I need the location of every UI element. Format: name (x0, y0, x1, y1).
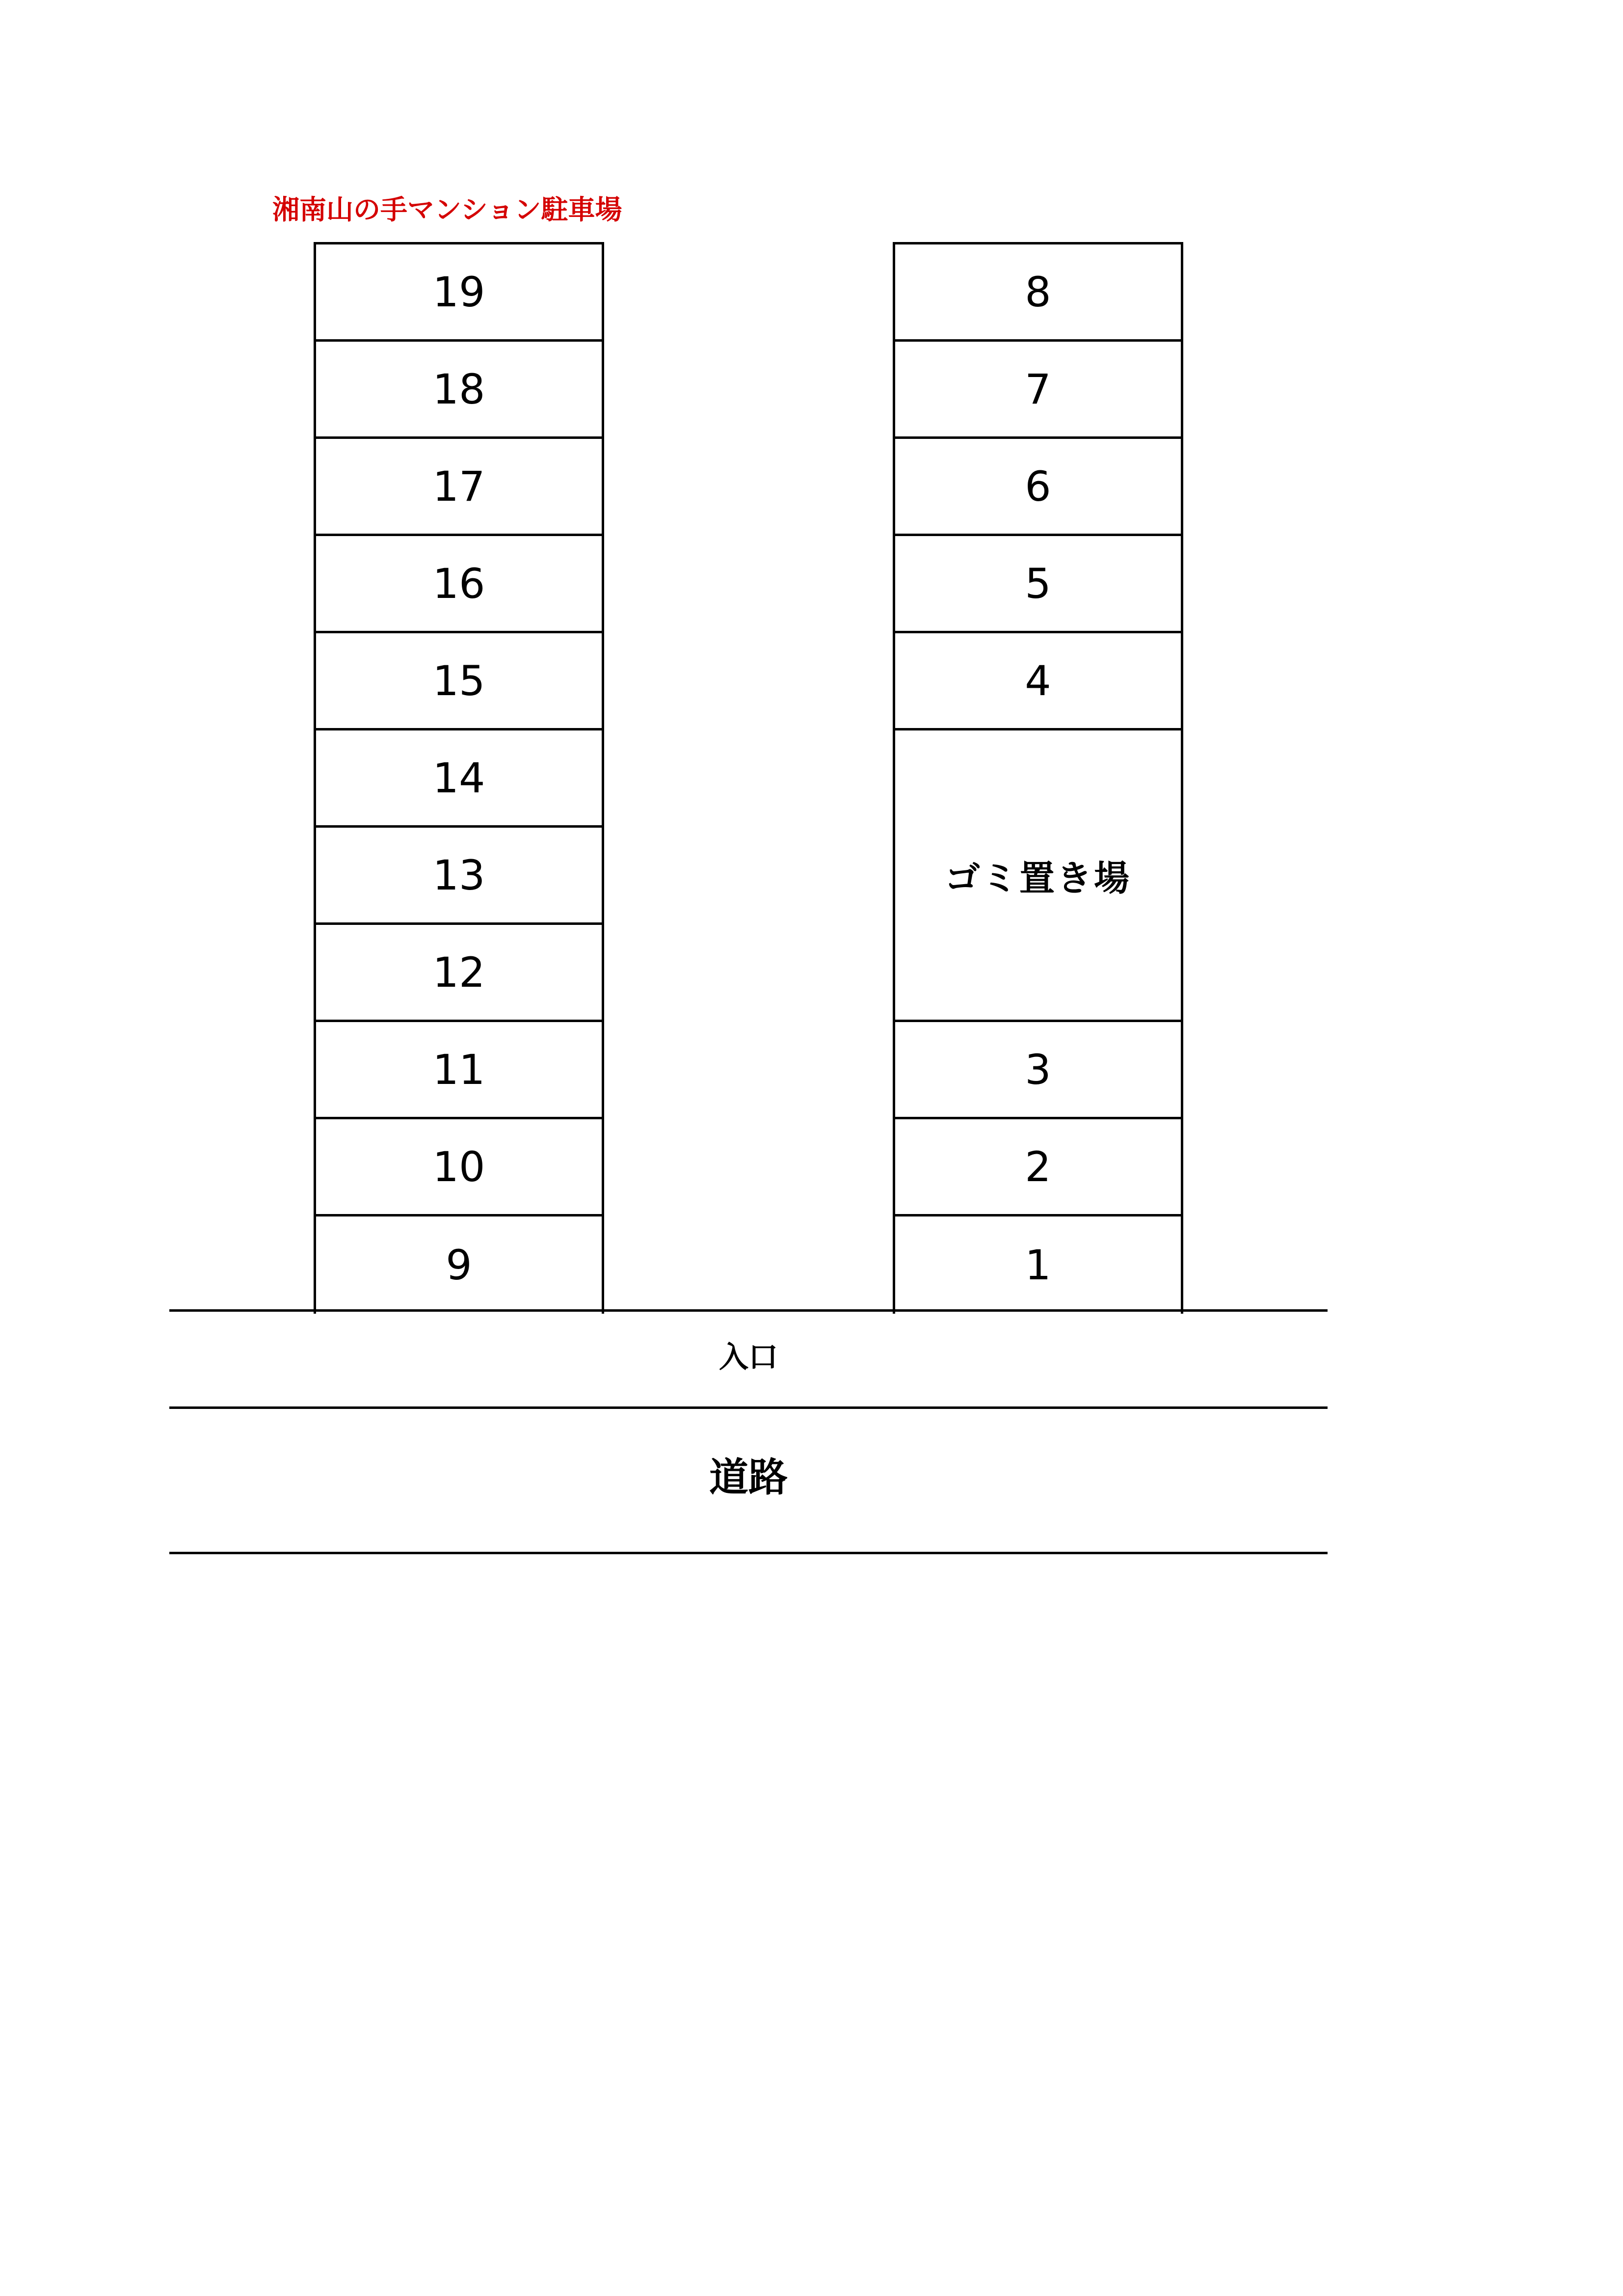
parking-slot-18: 18 (316, 342, 602, 439)
parking-slot-8: 8 (895, 244, 1181, 342)
road-bottom-line (169, 1552, 1328, 1554)
parking-column-left (314, 242, 604, 1314)
parking-slot-5: 5 (895, 536, 1181, 633)
parking-slot-12: 12 (316, 925, 602, 1022)
garbage-area: ゴミ置き場 (895, 730, 1181, 1022)
road-label: 道路 (709, 1455, 788, 1500)
parking-column-right (893, 242, 1183, 1314)
parking-slot-17: 17 (316, 439, 602, 536)
parking-slot-16: 16 (316, 536, 602, 633)
parking-slot-11: 11 (316, 1022, 602, 1119)
parking-slot-15: 15 (316, 633, 602, 730)
parking-slot-13: 13 (316, 828, 602, 925)
parking-slot-10: 10 (316, 1119, 602, 1216)
parking-slot-2: 2 (895, 1119, 1181, 1216)
road-top-line (169, 1406, 1328, 1409)
parking-slot-9: 9 (446, 1241, 472, 1289)
parking-slot-6: 6 (895, 439, 1181, 536)
parking-slot-4: 4 (895, 633, 1181, 730)
parking-slot-14: 14 (316, 730, 602, 828)
page-title: 湘南山の手マンション駐車場 (272, 194, 622, 225)
parking-slot-7: 7 (895, 342, 1181, 439)
parking-slot-19: 19 (316, 244, 602, 342)
parking-slot-1: 1 (1025, 1241, 1051, 1289)
entrance-label: 入口 (719, 1340, 778, 1375)
entrance-top-line (169, 1309, 1328, 1312)
parking-slot-3: 3 (895, 1022, 1181, 1119)
